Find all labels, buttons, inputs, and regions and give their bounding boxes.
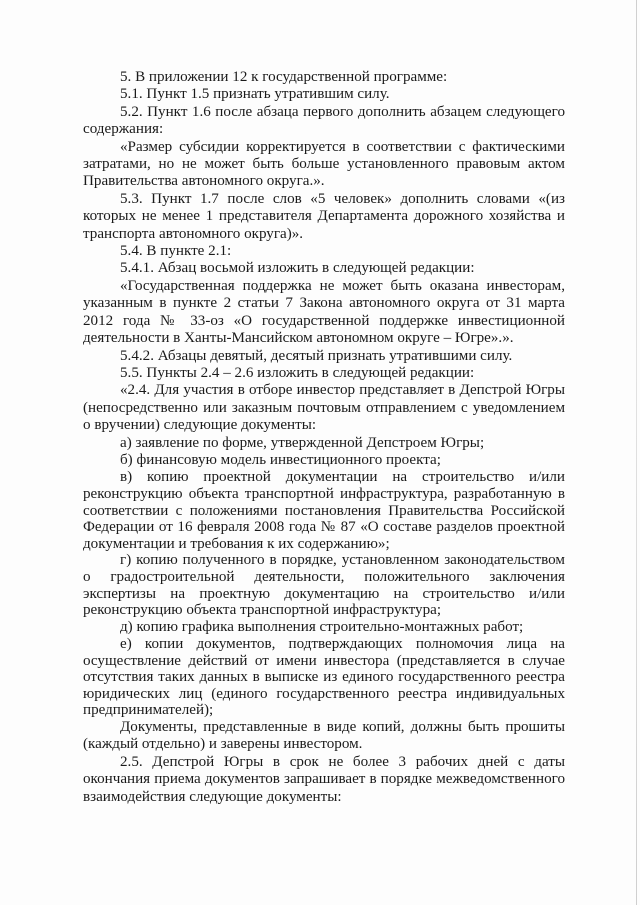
paragraph-5-4: 5.4. В пункте 2.1:	[120, 243, 232, 260]
paragraph-5: 5. В приложении 12 к государственной программе:	[120, 69, 448, 85]
page-edge-shadow	[636, 0, 637, 905]
paragraph-5-4-2: 5.4.2. Абзацы девятый, десятый признать утратившими силу.	[120, 347, 513, 364]
document-body	[83, 69, 565, 806]
paragraph-subsidy-quote: «Размер субсидии корректируется в соответствии с фактическими затратами, но не может быть больше установленного правовым актом Правительства автономного округа.».	[83, 138, 565, 190]
list-item-d: д) копию графика выполнения строительно-монтажных работ;	[120, 618, 524, 635]
list-item-a: а) заявление по форме, утвержденной Депстроем Югры;	[120, 434, 485, 451]
list-item-e: е) копии документов, подтверждающих полномочия лица на осуществление действий от имени инвестора (представляется в случае отсутствия таких данных в выписке из единого государственного реестра юридических лиц (единого государственного реестра индивидуальных предпринимателей);	[83, 636, 565, 719]
list-item-b: б) финансовую модель инвестиционного проекта;	[120, 451, 441, 468]
paragraph-5-2: 5.2. Пункт 1.6 после абзаца первого дополнить абзацем следующего содержания:	[83, 103, 565, 138]
paragraph-5-4-1: 5.4.1. Абзац восьмой изложить в следующей редакции:	[120, 260, 475, 277]
paragraph-2-4: «2.4. Для участия в отборе инвестор представляет в Депстрой Югры (непосредственно или заказным почтовым отправлением с уведомлением о вручении) следующие документы:	[83, 382, 565, 434]
paragraph-copies-note: Документы, представленные в виде копий, должны быть прошиты (каждый отдельно) и заверены инвестором.	[83, 719, 565, 753]
paragraph-5-5: 5.5. Пункты 2.4 – 2.6 изложить в следующей редакции:	[120, 364, 475, 381]
paragraph-5-3: 5.3. Пункт 1.7 после слов «5 человек» дополнить словами «(из которых не менее 1 представителя Департамента дорожного хозяйства и транспорта автономного округа)».	[83, 190, 565, 242]
list-item-g: г) копию полученного в порядке, установленном законодательством о градостроительной деятельности, положительного заключения экспертизы на проектную документацию на строительство и/или реконструкцию объекта транспортной инфраструктура;	[83, 552, 565, 619]
paragraph-2-5: 2.5. Депстрой Югры в срок не более 3 рабочих дней с даты окончания приема документов запрашивает в порядке межведомственного взаимодействия следующие документы:	[83, 753, 565, 805]
list-item-v: в) копию проектной документации на строительство и/или реконструкцию объекта транспортной инфраструктура, разработанную в соответствии с положениями постановления Правительства Российской Федерации от 16 февраля 2008 года № 87 «О составе разделов проектной документации и требования к их содержанию»;	[83, 469, 565, 552]
paragraph-5-1: 5.1. Пункт 1.5 признать утратившим силу.	[120, 86, 390, 103]
paragraph-support-quote: «Государственная поддержка не может быть оказана инвесторам, указанным в пункте 2 статьи 7 Закона автономного округа от 31 марта 2012 года № 33-оз «О государственной поддержке инвестиционной деятельности в Ханты-Мансийском автономном округе – Югре».».	[83, 277, 565, 347]
